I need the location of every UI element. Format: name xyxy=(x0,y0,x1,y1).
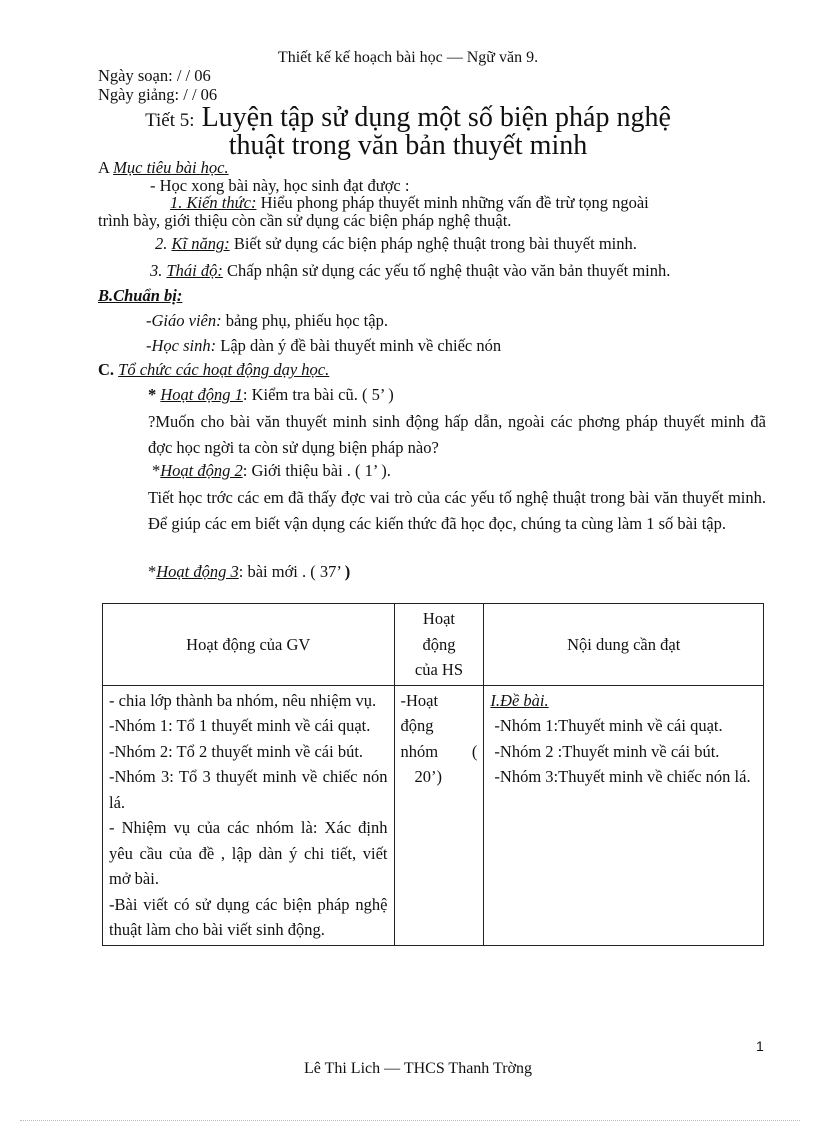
section-a-prefix: A xyxy=(98,158,114,177)
activity-3-label: Hoạt động 3 xyxy=(156,562,239,581)
review-question: ?Muốn cho bài văn thuyết minh sinh động hấp dẫn, ngoài các phơng pháp thuyết minh đã đợc học ngời ta còn sử dụng biện pháp nào? xyxy=(148,412,766,457)
teacher-line: -Nhóm 2: Tổ 2 thuyết minh về cái bút. xyxy=(109,741,364,761)
activity-1-star: * xyxy=(148,385,161,404)
knowledge-label: 1. Kiến thức: xyxy=(170,193,257,212)
content-cell xyxy=(484,685,764,945)
header-content: Nội dung cần đạt xyxy=(484,604,764,686)
student-label: -Học sinh: xyxy=(146,336,217,355)
header-student-l2: động xyxy=(422,634,456,654)
page-footer: Lê Thi Lich — THCS Thanh Trờng xyxy=(303,1060,533,1077)
table-row xyxy=(103,685,764,945)
teacher-line: - chia lớp thành ba nhóm, nêu nhiệm vụ. xyxy=(109,690,377,710)
activity-3-close: ) xyxy=(344,562,351,581)
footer-divider xyxy=(20,1120,800,1121)
section-c-prefix: C. xyxy=(98,360,119,379)
section-a-intro: - Học xong bài này, học sinh đạt được : xyxy=(150,176,410,195)
student-line xyxy=(401,739,478,765)
knowledge-text1: Hiểu phong pháp thuyết minh những vấn đề trừ tọng ngoài xyxy=(256,193,649,212)
prep-dates xyxy=(98,66,217,104)
header-student-l3: của HS xyxy=(414,660,464,679)
content-line: -Nhóm 3:Thuyết minh về chiếc nón lá. xyxy=(494,767,751,786)
teacher-label: -Giáo viên: xyxy=(146,311,222,330)
lesson-number: Tiết 5: xyxy=(145,110,195,131)
page-number: 1 xyxy=(756,1038,764,1054)
objective-attitude xyxy=(150,261,670,281)
student-activity-cell xyxy=(394,685,484,945)
activity-3-star: * xyxy=(148,562,157,581)
teacher-activity-cell xyxy=(103,685,395,945)
ngay-giang: Ngày giảng: / / 06 xyxy=(98,85,218,104)
activity-2-label: Hoạt động 2 xyxy=(160,461,243,480)
activity-1-text: : Kiểm tra bài cũ. ( 5’ ) xyxy=(242,385,394,404)
content-line: -Nhóm 1:Thuyết minh về cái quạt. xyxy=(494,716,723,735)
attitude-num: 3. xyxy=(150,261,167,280)
student-line: động xyxy=(400,716,434,735)
section-b-heading: B.Chuẩn bị: xyxy=(98,286,183,305)
prep-teacher xyxy=(146,311,388,331)
teacher-text: bảng phụ, phiếu học tập. xyxy=(221,311,388,330)
objective-knowledge-line1 xyxy=(170,193,649,213)
section-c-heading xyxy=(98,360,329,380)
activity-2-text: : Giới thiệu bài . ( 1’ ). xyxy=(242,461,391,480)
activity-3 xyxy=(148,562,350,582)
activity-2 xyxy=(152,461,391,481)
student-line: -Hoạt xyxy=(400,690,439,710)
section-c-title: Tổ chức các hoạt động dạy học. xyxy=(118,360,330,379)
table-header-row xyxy=(103,604,764,686)
teacher-line: - Nhiệm vụ của các nhóm là: Xác định yêu cầu của đề , lập dàn ý chi tiết, viết mở bài. xyxy=(109,818,388,888)
attitude-label: Thái độ: xyxy=(166,261,223,280)
teacher-line: -Nhóm 3: Tổ 3 thuyết minh về chiếc nón lá. xyxy=(109,767,388,812)
student-line: 20’) xyxy=(414,767,442,786)
header-teacher-activity: Hoạt động của GV xyxy=(103,604,395,686)
header-student-l1: Hoạt xyxy=(422,609,455,628)
page-header: Thiết kế kế hoạch bài học — Ngữ văn 9. xyxy=(277,49,539,66)
section-a-heading xyxy=(98,158,229,178)
attitude-text: Chấp nhận sử dụng các yếu tố nghệ thuật vào văn bản thuyết minh. xyxy=(222,261,671,280)
skill-num: 2. xyxy=(155,234,172,253)
objective-knowledge-line2: trình bày, giới thiệu còn cần sử dụng các biện pháp nghệ thuật. xyxy=(98,211,512,230)
ngay-soan: Ngày soạn: / / 06 xyxy=(98,66,211,85)
content-heading: I.Đề bài. xyxy=(490,690,549,710)
lesson-intro-text: Tiết học trớc các em đã thấy đợc vai trò của các yếu tố nghệ thuật trong bài văn thuyết minh. Để giúp các em biết vận dụng các kiến thức đã học đọc, chúng ta cùng làm 1 số bài tập. xyxy=(148,488,766,533)
skill-text: Biết sử dụng các biện pháp nghệ thuật trong bài thuyết minh. xyxy=(229,234,637,253)
lesson-title-text1: Luyện tập sử dụng một số biện pháp nghệ xyxy=(201,102,671,133)
skill-label: Kĩ năng: xyxy=(171,234,230,253)
activity-1 xyxy=(148,385,394,405)
lesson-title-line2: thuật trong văn bản thuyết minh xyxy=(228,130,588,161)
teacher-line: -Bài viết có sử dụng các biện pháp nghệ thuật làm cho bài viết sinh động. xyxy=(109,894,388,939)
teacher-line: -Nhóm 1: Tổ 1 thuyết minh về cái quạt. xyxy=(109,716,371,735)
activity-2-star: * xyxy=(152,461,161,480)
student-text: Lập dàn ý đề bài thuyết minh về chiếc nón xyxy=(216,336,502,355)
content-line: -Nhóm 2 :Thuyết minh về cái bút. xyxy=(494,741,720,761)
activity-table xyxy=(102,603,764,946)
activity-1-label: Hoạt động 1 xyxy=(160,385,243,404)
student-line-a: nhóm xyxy=(400,741,439,761)
activity-3-text: : bài mới . ( 37’ xyxy=(238,562,345,581)
prep-student xyxy=(146,336,501,356)
objective-skill xyxy=(155,234,637,254)
header-student-activity xyxy=(394,604,484,686)
student-line-b: ( xyxy=(471,741,478,761)
section-a-title: Mục tiêu bài học. xyxy=(113,158,229,177)
